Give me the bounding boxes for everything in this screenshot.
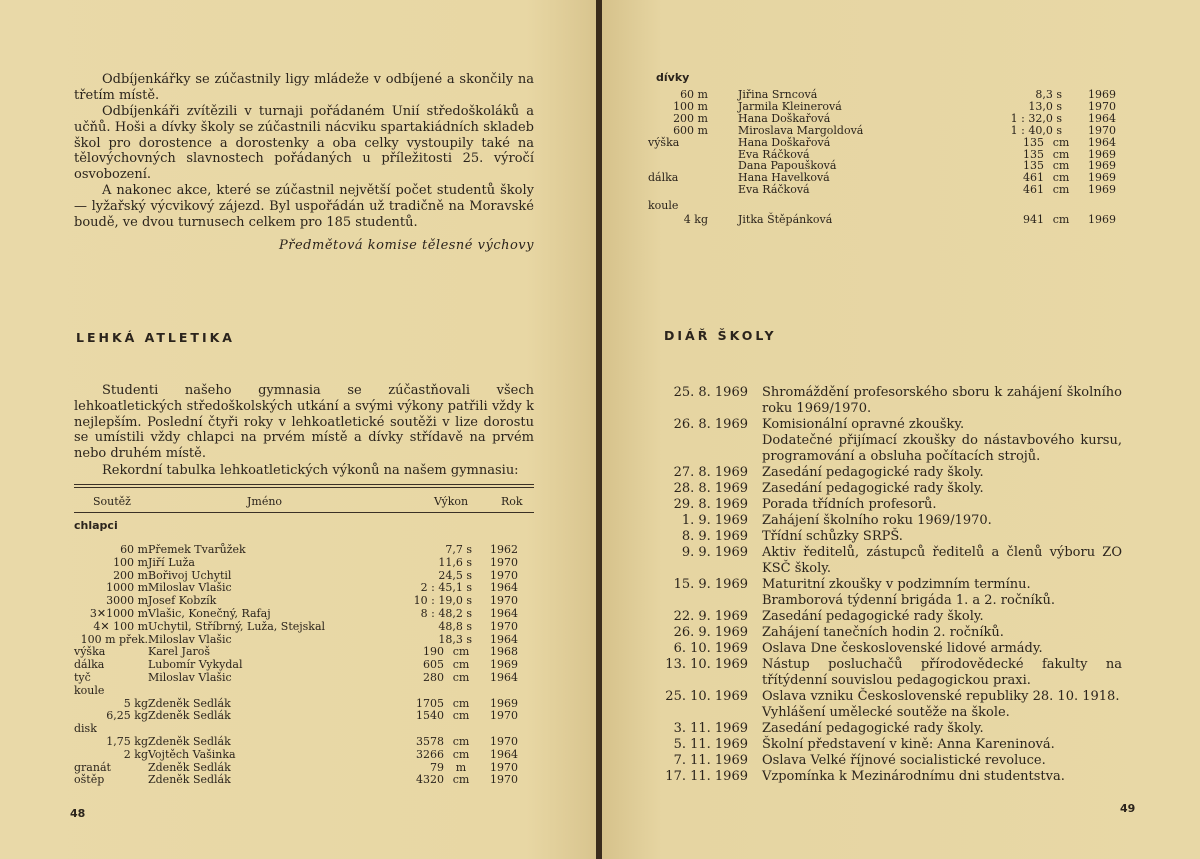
cell-year: 1969	[1088, 183, 1116, 197]
cell-name: Zdeněk Sedlák	[148, 760, 231, 774]
cell-name: Miloslav Vlašic	[148, 581, 232, 595]
cell-value: 190	[423, 645, 444, 659]
cell-unit: cm	[1052, 171, 1070, 185]
intro-paragraph-2: Odbíjenkáři zvítězili v turnaji pořádaném Unií středoškoláků a učňů. Hoši a dívky školy se zúčastnili nácviku spartakiádních skladeb škol pro dorostence a dorostenky a oba celky vystoupily také na tělovýchovných slavnostech pořádaných u příležitosti 25. výročí osvobození.	[74, 104, 534, 183]
cell-name: Eva Ráčková	[738, 183, 810, 197]
cell-name: Vojtěch Vašinka	[148, 747, 236, 761]
cell-year: 1970	[490, 709, 518, 723]
cell-year: 1969	[1088, 147, 1116, 161]
cell-value: 461	[1023, 183, 1044, 197]
intro-paragraph-1: Odbíjenkářky se zúčastnily ligy mládeže v odbíjené a skončily na třetím místě.	[74, 72, 534, 103]
diary-date: 25. 10. 1969	[665, 689, 748, 704]
section-heading-diary: DIÁŘ ŠKOLY	[664, 328, 777, 343]
diary-entry	[660, 625, 1140, 641]
cell-unit: cm	[1052, 183, 1070, 197]
page-number: 48	[70, 807, 86, 820]
cell-name: Zdeněk Sedlák	[148, 709, 231, 723]
diary-entry	[660, 721, 1140, 737]
cell-event: 1,75 kg	[106, 735, 148, 748]
cell-unit: cm	[452, 696, 470, 710]
cell-value: 1540	[416, 709, 444, 723]
cell-year: 1970	[490, 735, 518, 748]
diary-text: Zasedání pedagogické rady školy.	[762, 465, 984, 480]
diary-text: Oslava Velké říjnové socialistické revoluce.	[762, 753, 1046, 768]
diary-entry	[660, 609, 1140, 625]
diary-entry	[660, 481, 1140, 497]
header-result: Výkon	[434, 495, 469, 508]
cell-unit: cm	[452, 658, 470, 672]
cell-event: 60 m	[120, 543, 148, 556]
cell-event: granát	[74, 760, 111, 774]
diary-date: 28. 8. 1969	[673, 481, 748, 496]
cell-value: 135	[1023, 159, 1044, 173]
cell-name: Zdeněk Sedlák	[148, 696, 231, 710]
cell-event: oštěp	[74, 773, 105, 787]
diary-date: 7. 11. 1969	[673, 753, 748, 768]
cell-result: 18,3 s	[438, 632, 472, 646]
diary-entry	[660, 385, 1140, 417]
cell-name: Jitka Štěpánková	[738, 213, 833, 226]
diary-entry	[660, 769, 1140, 785]
diary-text: Maturitní zkoušky v podzimním termínu. Bramborová týdenní brigáda 1. a 2. ročníků.	[762, 577, 1056, 608]
cell-year: 1964	[490, 671, 518, 684]
table-row	[74, 685, 534, 698]
cell-result: 11,6 s	[438, 555, 472, 569]
section-heading-athletics: LEHKÁ ATLETIKA	[76, 330, 235, 345]
table-row	[648, 214, 1128, 227]
diary-text: Zasedání pedagogické rady školy.	[762, 481, 984, 496]
cell-name: Jarmila Kleinerová	[738, 99, 842, 113]
cell-name: Karel Jaroš	[148, 645, 211, 659]
cell-event: koule	[74, 683, 105, 697]
cell-value: 3266	[416, 747, 444, 761]
cell-year: 1970	[490, 760, 518, 774]
cell-event: 60 m	[680, 88, 708, 101]
cell-result: 8 : 48,2 s	[420, 607, 472, 620]
diary-text: Vzpomínka k Mezinárodnímu dni studentstva.	[762, 769, 1065, 784]
cell-event: výška	[74, 645, 106, 659]
diary-date: 15. 9. 1969	[673, 577, 748, 592]
boys-label: chlapci	[74, 519, 118, 532]
cell-event: 1000 m	[106, 581, 148, 595]
table-row	[74, 749, 534, 762]
cell-name: Bořivoj Uchytil	[148, 568, 232, 582]
diary-entry	[660, 737, 1140, 753]
diary-entry	[660, 545, 1140, 577]
cell-name: Eva Ráčková	[738, 147, 810, 161]
athletics-paragraph: Studenti našeho gymnasia se zúčastňovali všech lehkoatletických středoškolských utkání a svými výkony patřili vždy k nejlepším. Poslední čtyři roky v lehkoatletické soutěži v lize dorostu se umístili vždy chlapci na prvém místě a dívky střídavě na prvém nebo druhém místě.	[74, 383, 534, 462]
cell-year: 1969	[490, 658, 518, 672]
cell-event: výška	[648, 135, 680, 149]
cell-year: 1968	[490, 645, 518, 659]
diary-date: 29. 8. 1969	[673, 497, 748, 512]
table-row	[648, 184, 1128, 197]
diary-entry	[660, 465, 1140, 481]
cell-result: 1 : 40,0 s	[1010, 123, 1062, 137]
cell-event: 100 m přek.	[80, 632, 148, 646]
cell-year: 1970	[490, 594, 518, 608]
cell-name: Přemek Tvarůžek	[148, 543, 246, 556]
cell-name: Hana Doškařová	[738, 135, 831, 149]
page-number-right: 49	[1120, 802, 1136, 815]
cell-unit: cm	[452, 773, 470, 787]
diary-text: Oslava Dne československé lidové armády.	[762, 641, 1043, 656]
table-row	[74, 608, 534, 621]
cell-year: 1969	[1088, 88, 1116, 101]
cell-result: 10 : 19,0 s	[413, 594, 472, 608]
cell-value: 135	[1023, 135, 1044, 149]
table-header-rule	[74, 512, 534, 513]
cell-unit: cm	[452, 735, 470, 748]
diary-entry	[660, 417, 1140, 465]
cell-year: 1964	[490, 607, 518, 620]
table-row	[74, 672, 534, 685]
diary-date: 5. 11. 1969	[673, 737, 748, 752]
diary-text: Shromáždění profesorského sboru k zahájení školního roku 1969/1970.	[762, 385, 1122, 416]
cell-result: 2 : 45,1 s	[420, 581, 472, 595]
girls-label: dívky	[656, 71, 690, 84]
cell-year: 1964	[1088, 111, 1116, 125]
cell-value: 79	[430, 760, 444, 774]
cell-value: 3578	[416, 735, 444, 748]
cell-unit: cm	[1052, 135, 1070, 149]
cell-value: 461	[1023, 171, 1044, 185]
diary-date: 6. 10. 1969	[673, 641, 748, 656]
cell-unit: cm	[1052, 213, 1070, 226]
diary-date: 22. 9. 1969	[673, 609, 748, 624]
cell-year: 1969	[1088, 171, 1116, 185]
cell-name: Miloslav Vlašic	[148, 671, 232, 684]
intro-paragraph-3: A nakonec akce, které se zúčastnil největší počet studentů školy — lyžařský výcvikový zájezd. Byl uspořádán už tradičně na Moravské boudě, ve dvou turnusech celkem pro 185 studentů.	[74, 183, 534, 230]
cell-year: 1970	[490, 619, 518, 633]
cell-year: 1970	[1088, 99, 1116, 113]
cell-year: 1970	[1088, 123, 1116, 137]
cell-unit: m	[455, 760, 467, 774]
table-row	[74, 557, 534, 570]
diary-date: 26. 8. 1969	[673, 417, 748, 432]
cell-result: 13,0 s	[1028, 99, 1062, 113]
cell-event: 200 m	[673, 111, 708, 125]
table-row	[74, 544, 534, 557]
cell-value: 941	[1023, 213, 1044, 226]
diary-entry	[660, 513, 1140, 529]
table-row	[648, 200, 1128, 213]
cell-year: 1969	[490, 696, 518, 710]
diary-date: 25. 8. 1969	[673, 385, 748, 400]
cell-event: dálka	[648, 171, 679, 185]
cell-name: Lubomír Vykydal	[148, 658, 243, 672]
cell-year: 1964	[490, 747, 518, 761]
diary-text: Porada třídních profesorů.	[762, 497, 937, 512]
cell-unit: cm	[452, 747, 470, 761]
diary-entry	[660, 497, 1140, 513]
cell-unit: cm	[452, 709, 470, 723]
signature: Předmětová komise tělesné výchovy	[279, 238, 534, 253]
cell-event: tyč	[74, 671, 91, 684]
cell-result: 7,7 s	[445, 543, 472, 556]
cell-name: Zdeněk Sedlák	[148, 773, 231, 787]
cell-name: Zdeněk Sedlák	[148, 735, 231, 748]
cell-result: 1 : 32,0 s	[1010, 111, 1062, 125]
cell-result: 48,8 s	[438, 619, 472, 633]
cell-event: 5 kg	[123, 696, 148, 710]
table-row	[74, 710, 534, 723]
diary-entry	[660, 577, 1140, 609]
diary-text: Zahájení tanečních hodin 2. ročníků.	[762, 625, 1004, 640]
diary-date: 9. 9. 1969	[681, 545, 748, 560]
diary-date: 27. 8. 1969	[673, 465, 748, 480]
cell-name: Josef Kobzík	[148, 594, 217, 608]
header-name: Jméno	[247, 495, 283, 508]
diary-entry	[660, 641, 1140, 657]
cell-event: koule	[648, 199, 679, 213]
header-year: Rok	[501, 495, 523, 508]
cell-event: 4✕ 100 m	[93, 619, 148, 633]
cell-result: 8,3 s	[1035, 88, 1062, 101]
table-top-rule-2	[74, 487, 534, 488]
cell-year: 1964	[1088, 135, 1116, 149]
cell-value: 135	[1023, 147, 1044, 161]
cell-name: Uchytil, Stříbrný, Luža, Stejskal	[148, 619, 326, 633]
cell-year: 1970	[490, 555, 518, 569]
cell-value: 4320	[416, 773, 444, 787]
cell-name: Miloslav Vlašic	[148, 632, 232, 646]
cell-year: 1964	[490, 581, 518, 595]
cell-year: 1969	[1088, 159, 1116, 173]
diary-date: 3. 11. 1969	[673, 721, 748, 736]
cell-year: 1969	[1088, 213, 1116, 226]
cell-name: Vlašic, Konečný, Rafaj	[148, 607, 271, 620]
header-event: Soutěž	[93, 495, 131, 508]
diary-entry	[660, 657, 1140, 689]
cell-result: 24,5 s	[438, 568, 472, 582]
cell-event: 2 kg	[123, 747, 148, 761]
diary-date: 8. 9. 1969	[681, 529, 748, 544]
cell-value: 1705	[416, 696, 444, 710]
cell-value: 605	[423, 658, 444, 672]
cell-name: Dana Papoušková	[738, 159, 837, 173]
diary-text: Zahájení školního roku 1969/1970.	[762, 513, 992, 528]
cell-event: 3000 m	[106, 594, 148, 608]
diary-text: Oslava vzniku Československé republiky 28. 10. 1918. Vyhlášení umělecké soutěže na škole.	[762, 689, 1120, 720]
table-row	[74, 736, 534, 749]
diary-date: 17. 11. 1969	[665, 769, 748, 784]
cell-event: 100 m	[113, 555, 148, 569]
cell-name: Hana Doškařová	[738, 111, 831, 125]
table-top-rule	[74, 484, 534, 485]
cell-name: Hana Havelková	[738, 171, 830, 185]
cell-unit: cm	[452, 645, 470, 659]
diary-text: Aktiv ředitelů, zástupců ředitelů a členů výboru ZO KSČ školy.	[762, 545, 1122, 576]
diary-entry	[660, 529, 1140, 545]
table-row	[74, 774, 534, 787]
cell-event: 3✕1000 m	[89, 607, 148, 620]
cell-event: 100 m	[673, 99, 708, 113]
diary-date: 13. 10. 1969	[665, 657, 748, 672]
cell-name: Jiřina Srncová	[738, 88, 818, 101]
left-page	[0, 0, 598, 859]
cell-event: 600 m	[673, 123, 708, 137]
cell-year: 1964	[490, 632, 518, 646]
cell-year: 1962	[490, 543, 518, 556]
cell-unit: cm	[452, 671, 470, 684]
diary-text: Komisionální opravné zkoušky. Dodatečné přijímací zkoušky do nástavbového kursu, programování a obsluha počítacích strojů.	[762, 417, 1122, 464]
cell-year: 1970	[490, 568, 518, 582]
cell-event: dálka	[74, 658, 105, 672]
diary-text: Třídní schůzky SRPŠ.	[762, 529, 903, 544]
cell-name: Jiří Luža	[148, 555, 195, 569]
cell-event: disk	[74, 722, 97, 736]
cell-event: 200 m	[113, 568, 148, 582]
diary-entry	[660, 753, 1140, 769]
diary-text: Zasedání pedagogické rady školy.	[762, 609, 984, 624]
cell-unit: cm	[1052, 159, 1070, 173]
cell-value: 280	[423, 671, 444, 684]
cell-event: 6,25 kg	[106, 709, 148, 723]
diary-text: Zasedání pedagogické rady školy.	[762, 721, 984, 736]
cell-unit: cm	[1052, 147, 1070, 161]
cell-event: 4 kg	[683, 213, 708, 226]
cell-year: 1970	[490, 773, 518, 787]
table-caption: Rekordní tabulka lehkoatletických výkonů na našem gymnasiu:	[102, 463, 519, 478]
diary-text: Nástup posluchačů přírodovědecké fakulty na třítýdenní souvislou pedagogickou praxi.	[762, 657, 1122, 688]
diary-date: 26. 9. 1969	[673, 625, 748, 640]
school-diary	[660, 385, 1140, 785]
diary-text: Školní představení v kině: Anna Kareninová.	[762, 737, 1055, 752]
diary-date: 1. 9. 1969	[681, 513, 748, 528]
diary-entry	[660, 689, 1140, 721]
table-row	[74, 621, 534, 634]
cell-name: Miroslava Margoldová	[738, 123, 864, 137]
